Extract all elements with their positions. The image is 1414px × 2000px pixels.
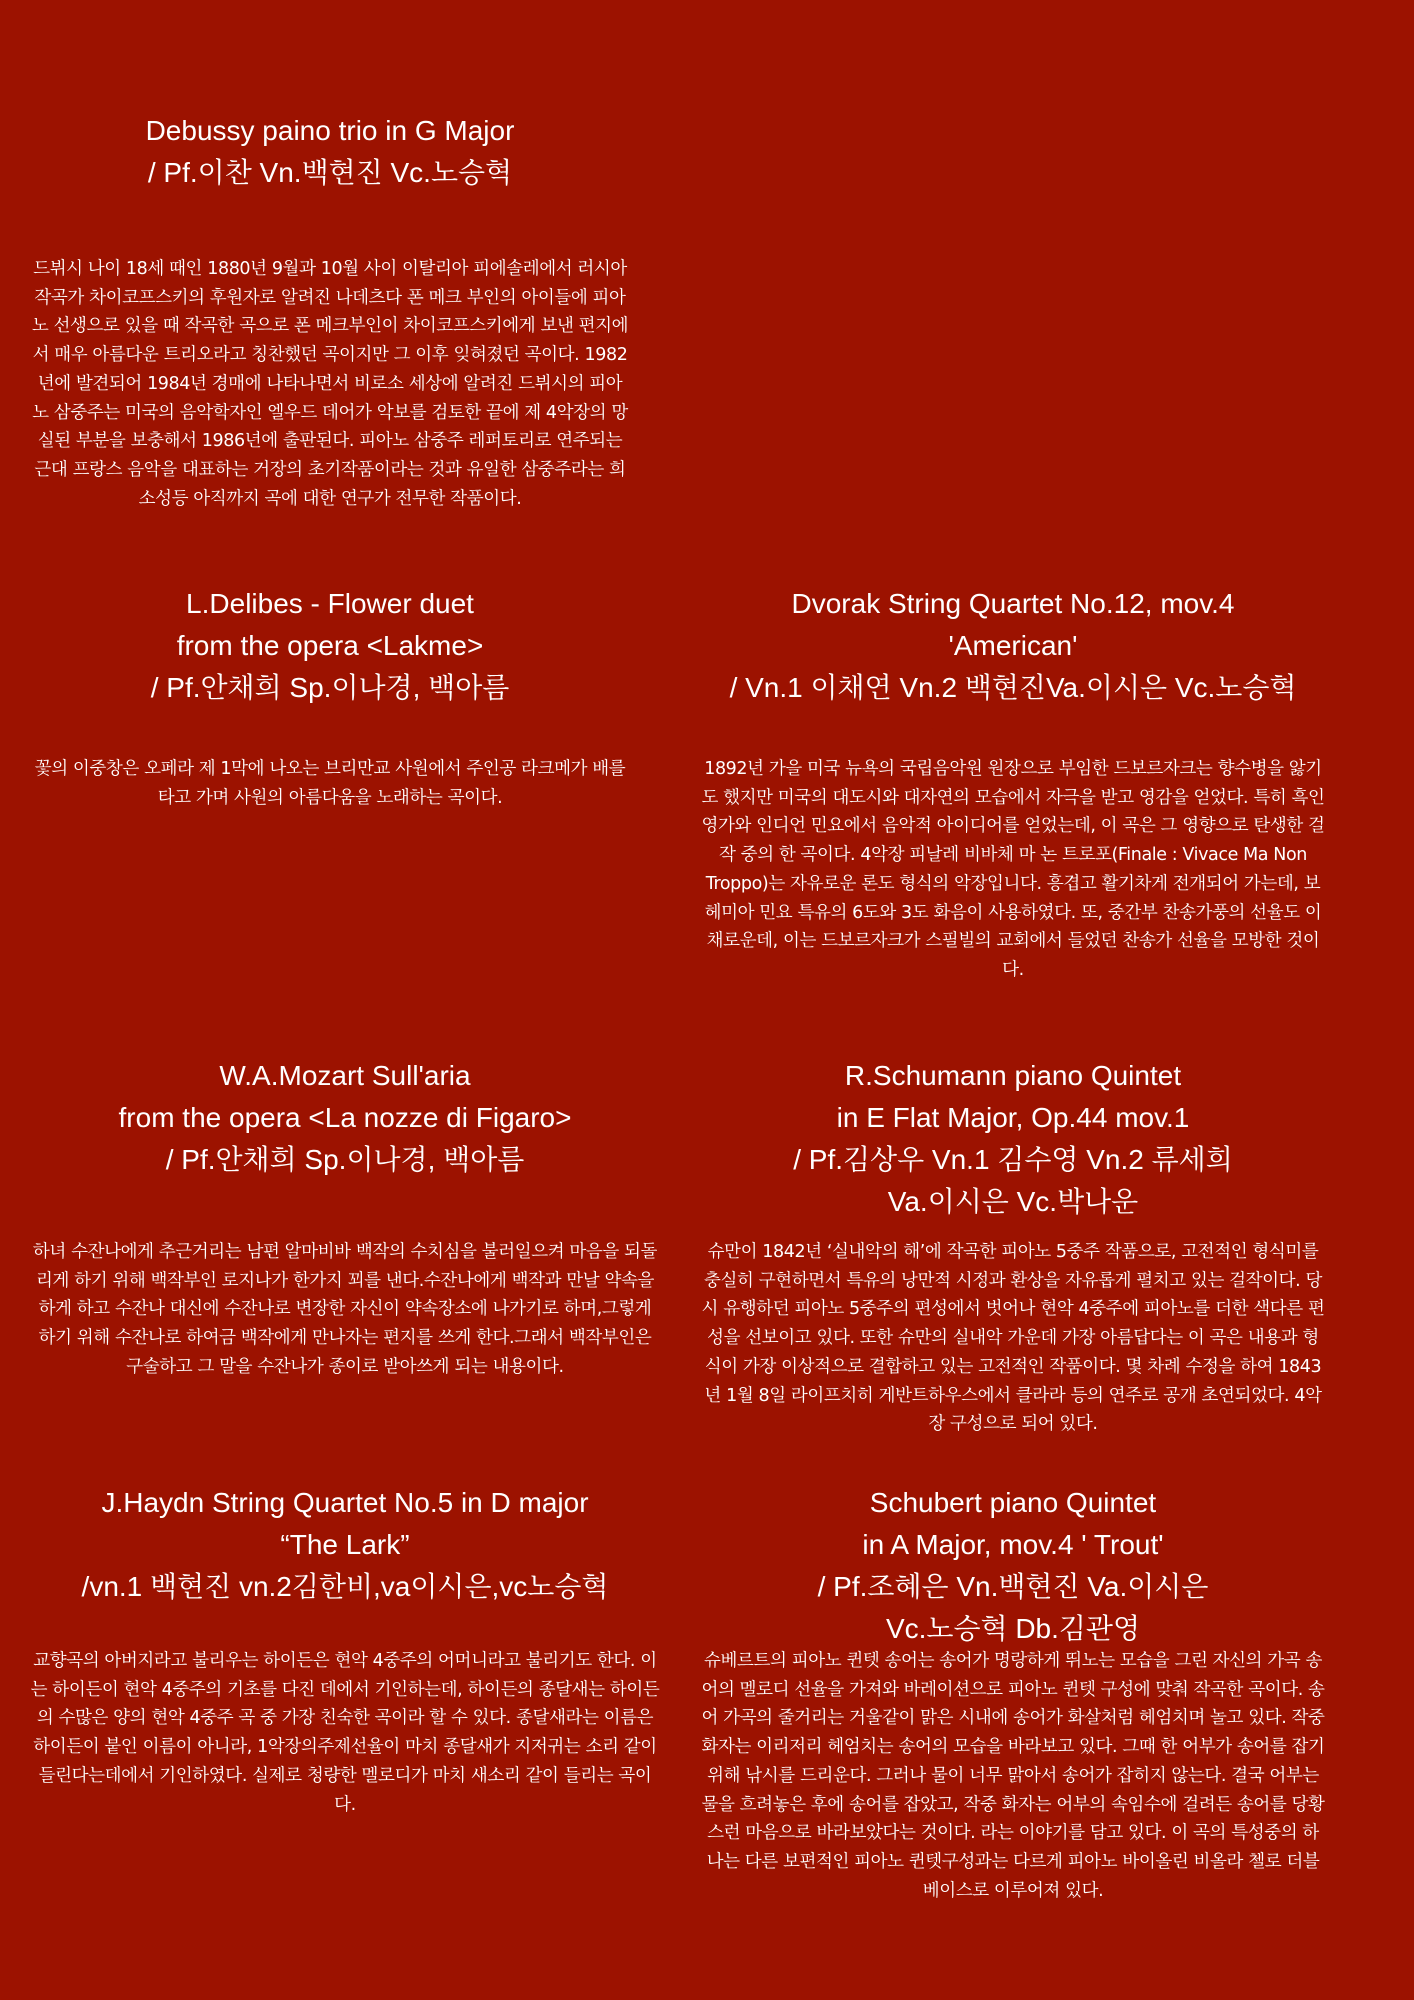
piece-description: 슈만이 1842년 ‘실내악의 해’에 작곡한 피아노 5중주 작품으로, 고전적인 형식미를 충실히 구현하면서 특유의 낭만적 시정과 환상을 자유롭게 펼치고 있는 걸작이다. 당시 유행하던 피아노 5중주의 편성에서 벗어나 현악 4중주에 피아노를 더한 색다른 편성을 선보이고 있다. 또한 슈만의 실내악 가운데 가장 아름답다는 이 곡은 내용과 형식이 가장 이상적으로 결합하고 있는 고전적인 작품이다. 몇 차례 수정을 하여 1843년 1월 8일 라이프치히 게반트하우스에서 클라라 등의 연주로 공개 초연되었다. 4악장 구성으로 되어 있다. (701, 1242, 1325, 1435)
title-line: / Pf.김상우 Vn.1 김수영 Vn.2 류세희 (793, 1144, 1233, 1175)
title-line: /vn.1 백현진 vn.2김한비,va이시은,vc노승혁 (81, 1571, 609, 1602)
piece-title (700, 583, 1326, 709)
title-line: from the opera <La nozze di Figaro> (118, 1102, 572, 1133)
piece-description: 슈베르트의 피아노 퀸텟 송어는 송어가 명랑하게 뛰노는 모습을 그린 자신의 가곡 송어의 멜로디 선율을 가져와 바레이션으로 피아노 퀸텟 구성에 맞춰 작곡한 곡이다. 송어 가곡의 줄거리는 거울같이 맑은 시내에 송어가 화살처럼 헤엄치며 놀고 있다. 작중 화자는 이리저리 헤엄치는 송어의 모습을 바라보고 있다. 그때 한 어부가 송어를 잡기 위해 낚시를 드리운다. 그러나 물이 너무 맑아서 송어가 잡히지 않는다. 결국 어부는 물을 흐려놓은 후에 송어를 잡았고, 작중 화자는 어부의 속임수에 걸려든 송어를 당황스런 마음으로 바라보았다는 것이다. 라는 이야기를 담고 있다. 이 곡의 특성중의 하나는 다른 보편적인 피아노 퀸텟구성과는 다르게 피아노 바이올린 비올라 첼로 더블베이스로 이루어져 있다. (701, 1651, 1325, 1901)
title-line: R.Schumann piano Quintet (844, 1060, 1182, 1091)
title-line: J.Haydn String Quartet No.5 in D major (101, 1487, 589, 1518)
title-line: Va.이시은 Vc.박나운 (887, 1186, 1139, 1217)
piece-description: 교향곡의 아버지라고 불리우는 하이든은 현악 4중주의 어머니라고 불리기도 한다. 이는 하이든이 현악 4중주의 기초를 다진 데에서 기인하는데, 하이든의 종달새는 하이든의 수많은 양의 현악 4중주 곡 중 가장 친숙한 곡이라 할 수 있다. 종달새라는 이름은 하이든이 붙인 이름이 아니라, 1악장의주제선율이 마치 종달새가 지저귀는 소리 같이 들린다는데에서 기인하였다. 실제로 청량한 멜로디가 마치 새소리 같이 들리는 곡이다. (30, 1651, 660, 1815)
piece-description: 드뷔시 나이 18세 때인 1880년 9월과 10월 사이 이탈리아 피에솔레에서 러시아 작곡가 차이코프스키의 후원자로 알려진 나데츠다 폰 메크 부인의 아이들에 피아노 선생으로 있을 때 작곡한 곡으로 폰 메크부인이 차이코프스키에게 보낸 편지에서 매우 아름다운 트리오라고 칭찬했던 곡이지만 그 이후 잊혀졌던 곡이다. 1982년에 발견되어 1984년 경매에 나타나면서 비로소 세상에 알려진 드뷔시의 피아노 삼중주는 미국의 음악학자인 엘우드 데어가 악보를 검토한 끝에 제 4악장의 망실된 부분을 보충해서 1986년에 출판된다. 피아노 삼중주 레퍼토리로 연주되는 근대 프랑스 음악을 대표하는 거장의 초기작품이라는 것과 유일한 삼중주라는 희소성등 아직까지 곡에 대한 연구가 전무한 작품이다. (31, 259, 629, 509)
piece-description: 하녀 수잔나에게 추근거리는 남편 알마비바 백작의 수치심을 불러일으켜 마음을 되돌리게 하기 위해 백작부인 로지나가 한가지 꾀를 낸다.수잔나에게 백작과 만날 약속을 하게 하고 수잔나 대신에 수잔나로 변장한 자신이 약속장소에 나가기로 하며,그렇게 하기 위해 수잔나로 하여금 백작에게 만나자는 편지를 쓰게 한다.그래서 백작부인은 구술하고 그 말을 수잔나가 종이로 받아쓰게 되는 내용이다. (32, 1242, 658, 1377)
title-line: / Vn.1 이채연 Vn.2 백현진Va.이시은 Vc.노승혁 (729, 672, 1297, 703)
title-line: / Pf.이찬 Vn.백현진 Vc.노승혁 (147, 157, 513, 188)
piece-debussy (30, 110, 630, 550)
title-line: from the opera <Lakme> (176, 630, 484, 661)
title-line: Debussy paino trio in G Major (145, 115, 515, 146)
piece-title (30, 1055, 660, 1181)
title-line: W.A.Mozart Sull'aria (219, 1060, 471, 1091)
piece-title (700, 1055, 1326, 1223)
title-line: 'American' (948, 630, 1078, 661)
title-line: Schubert piano Quintet (869, 1487, 1157, 1518)
title-line: in E Flat Major, Op.44 mov.1 (836, 1102, 1190, 1133)
piece-dvorak (700, 583, 1326, 1023)
piece-description: 꽃의 이중창은 오페라 제 1막에 나오는 브리만교 사원에서 주인공 라크메가 배를 타고 가며 사원의 아름다움을 노래하는 곡이다. (34, 759, 626, 808)
piece-mozart (30, 1055, 660, 1435)
piece-schubert (700, 1482, 1326, 1982)
piece-delibes (30, 583, 630, 823)
title-line: L.Delibes - Flower duet (186, 588, 474, 619)
piece-title (700, 1482, 1326, 1650)
piece-title (30, 1482, 660, 1608)
title-line: in A Major, mov.4 ' Trout' (862, 1529, 1164, 1560)
piece-title (30, 583, 630, 709)
title-line: / Pf.안채희 Sp.이나경, 백아름 (150, 672, 510, 703)
title-line: “The Lark” (280, 1529, 410, 1560)
piece-schumann (700, 1055, 1326, 1475)
piece-title (30, 110, 630, 194)
piece-haydn (30, 1482, 660, 1842)
piece-description: 1892년 가을 미국 뉴욕의 국립음악원 원장으로 부임한 드보르자크는 향수병을 앓기도 했지만 미국의 대도시와 대자연의 모습에서 자극을 받고 영감을 얻었다. 특히 흑인 영가와 인디언 민요에서 음악적 아이디어를 얻었는데, 이 곡은 그 영향으로 탄생한 걸작 중의 한 곡이다. 4악장 피날레 비바체 마 논 트로포(Finale : Vivace Ma Non Troppo)는 자유로운 론도 형식의 악장입니다. 흥겹고 활기차게 전개되어 가는데, 보헤미아 민요 특유의 6도와 3도 화음이 사용하였다. 또, 중간부 찬송가풍의 선율도 이채로운데, 이는 드보르자크가 스필빌의 교회에서 들었던 찬송가 선율을 모방한 것이다. (701, 759, 1325, 980)
title-line: / Pf.안채희 Sp.이나경, 백아름 (165, 1144, 525, 1175)
title-line: Dvorak String Quartet No.12, mov.4 (791, 588, 1235, 619)
title-line: / Pf.조혜은 Vn.백현진 Va.이시은 (817, 1571, 1209, 1602)
title-line: Vc.노승혁 Db.김관영 (885, 1613, 1141, 1644)
